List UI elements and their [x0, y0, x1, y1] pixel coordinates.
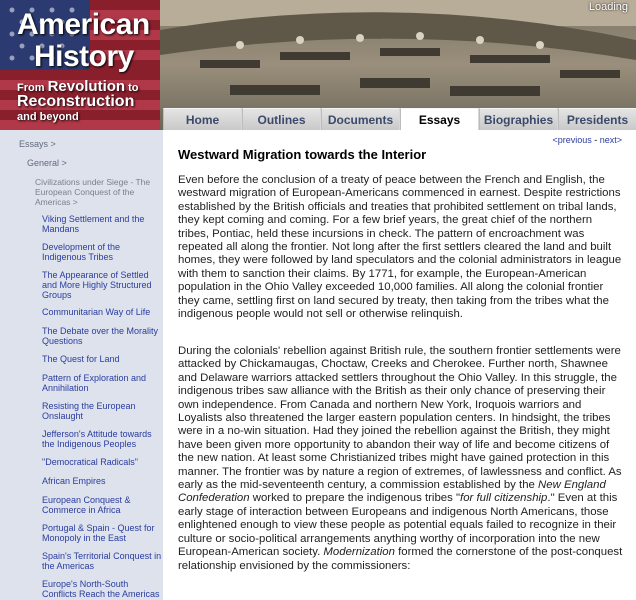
previous-link[interactable]: <previous [552, 135, 592, 145]
paragraph-2-text: formed the cornerstone of the post-conquest relationship envisioned by the commissioners: [178, 546, 623, 572]
pager-separator: - [591, 135, 600, 145]
logo-from-word: From [17, 82, 45, 94]
logo-reconstruction-word: Reconstruction [17, 93, 135, 110]
loading-indicator: Loading [588, 1, 628, 13]
paragraph-2-emphasis: for full citizenship [460, 492, 548, 505]
page-title: Westward Migration towards the Interior [178, 147, 427, 162]
sidebar-item-north-south-conflicts[interactable] [42, 579, 160, 599]
sidebar-item-label: the Indigenous Peoples [42, 439, 137, 449]
sidebar-item-label: Indigenous Tribes [42, 252, 114, 262]
paragraph-2-text: ." Even at this early stage of interaction between Europeans and indigenous North Americans, those enlightened enough to view these people as potential equals failed to recognize in their culture or socio-political arrangements anything worthy of incorporation into the new European-American society. [178, 492, 618, 559]
sidebar-item-african-empires[interactable] [42, 476, 106, 486]
sidebar-item-label: The Quest for Land [42, 354, 120, 364]
next-link[interactable]: next> [599, 135, 622, 145]
sidebar-item-label: Europe's North-South [42, 579, 129, 589]
sidebar-current-section[interactable] [35, 177, 150, 207]
sidebar-item-indigenous-tribes[interactable] [42, 242, 120, 262]
paragraph-2-text: During the colonials' rebellion against British rule, the southern frontier settlements were attacked by Chickamaugas, Choctaw, Creeks and Cherokee. Further north, Shawnee and Delaware warriors attacked settlers throughout the Ohio Valley. In this struggle, the indigenous tribes saw alliance with the British as their only chance of preserving their own independence. From Canada and northern New York, Iroquois warriors and Loyalists also threatened the larger eastern population centers. In hindsight, the tribes were in a no-win situation. Had they joined the rebellion against the British, they might have been given more opportunity to abandon their way of life and become citizens of the new nation. At least some Christianized tribes might have gained protection in this manner. The frontier was by nature a region of extremes, of lawlessness and conflict. As early as the mid-seventeenth century, a commission established by the [178, 345, 622, 492]
sidebar-item-label: Onslaught [42, 411, 84, 421]
tab-presidents[interactable]: Presidents [558, 108, 636, 130]
sidebar-item-label: The Appearance of Settled [42, 270, 149, 280]
sidebar-item-label: Mandans [42, 224, 80, 234]
sidebar-item-label: the Americas [42, 561, 95, 571]
sidebar-item-label: Annihilation [42, 383, 89, 393]
main-content [163, 130, 636, 600]
logo-title-history: History [34, 40, 134, 73]
sidebar-item-label: Conflicts Reach the Americas [42, 589, 160, 599]
sidebar-current-line: Civilizations under Siege - The [35, 177, 151, 187]
sidebar-item-label: "Democratical Radicals" [42, 457, 138, 467]
logo-to-word: to [128, 82, 139, 94]
paragraph-2-emphasis: Modernization [323, 546, 395, 559]
sidebar-item-label: and More Highly Structured [42, 280, 152, 290]
sidebar-item-label: Monopoly in the East [42, 533, 127, 543]
sidebar-item-settled-groups[interactable] [42, 270, 152, 300]
sidebar-item-label: The Debate over the Morality [42, 326, 159, 336]
paragraph-2-text: worked to prepare the indigenous tribes " [249, 492, 461, 505]
sidebar-item-label: Spain's Territorial Conquest in [42, 551, 162, 561]
sidebar-item-label: Resisting the European [42, 401, 136, 411]
pagination [552, 135, 622, 145]
sidebar-item-label: Jefferson's Attitude towards [42, 429, 152, 439]
logo-title-american: American [17, 8, 150, 41]
sidebar-current-line: Americas > [35, 197, 78, 207]
sidebar-item-communitarian[interactable] [42, 307, 150, 317]
sidebar-item-quest-for-land[interactable] [42, 354, 120, 364]
paragraph-1: Even before the conclusion of a treaty of peace between the French and English, the westward migration of European-Americans commenced in earnest. Despite restrictions established by the British officials and treaties that prohibited settlement on tribal lands, they kept coming and coming. For a few brief years, the great chief of the northern tribes, Pontiac, held these incursions in check. The pattern of encroachment was repeated all along the frontier. Not long after the first settlers cleared the land and built homes, they were followed by land speculators and the colonial administrators in league with them to sanction their claims. By 1771, for example, the European-American population in the Ohio Valley exceeded 10,000 families. All along the colonial frontier they came, settling first on land secured by treaty, then taking from the tribes what the indigenous people would not sell or otherwise relinquish. [178, 174, 622, 321]
sidebar-item-label: Development of the [42, 242, 121, 252]
tab-outlines[interactable]: Outlines [242, 108, 320, 130]
sidebar-item-label: European Conquest & [42, 495, 131, 505]
sidebar-item-exploration-annihilation[interactable] [42, 373, 146, 393]
tab-documents[interactable]: Documents [321, 108, 399, 130]
sidebar-crumb-general[interactable]: General > [27, 158, 67, 168]
tab-biographies[interactable]: Biographies [479, 108, 557, 130]
sidebar-crumb-essays[interactable]: Essays > [19, 139, 56, 149]
sidebar-item-label: Questions [42, 336, 83, 346]
main-nav-tabs [163, 108, 636, 130]
sidebar-item-jefferson-attitude[interactable] [42, 429, 152, 449]
sidebar-current-line: European Conquest of the [35, 187, 135, 197]
paragraph-2-emphasis: New England Confederation [178, 479, 606, 505]
sidebar-item-portugal-spain[interactable] [42, 523, 155, 543]
sidebar-item-label: Commerce in Africa [42, 505, 121, 515]
sidebar-item-label: Communitarian Way of Life [42, 307, 151, 317]
sidebar-item-viking-settlement[interactable] [42, 214, 144, 234]
tab-essays[interactable]: Essays [400, 108, 478, 130]
sidebar-item-label: Viking Settlement and the [42, 214, 145, 224]
sidebar-item-label: African Empires [42, 476, 106, 486]
logo-revolution-word: Revolution [47, 78, 126, 95]
site-header [0, 0, 636, 130]
sidebar-item-label: Pattern of Exploration and [42, 373, 147, 383]
sidebar-item-morality-debate[interactable] [42, 326, 158, 346]
sidebar-nav [0, 130, 163, 600]
paragraph-2 [178, 345, 625, 573]
sidebar-item-label: Portugal & Spain - Quest for [42, 523, 155, 533]
tab-home[interactable]: Home [163, 108, 241, 130]
sidebar-item-resisting-onslaught[interactable] [42, 401, 136, 421]
logo-and-beyond: and beyond [17, 111, 79, 123]
sidebar-item-label: Groups [42, 290, 72, 300]
sidebar-item-spain-territorial-conquest[interactable] [42, 551, 161, 571]
sidebar-item-european-conquest-africa[interactable] [42, 495, 131, 515]
sidebar-item-democratical-radicals[interactable] [42, 457, 138, 467]
